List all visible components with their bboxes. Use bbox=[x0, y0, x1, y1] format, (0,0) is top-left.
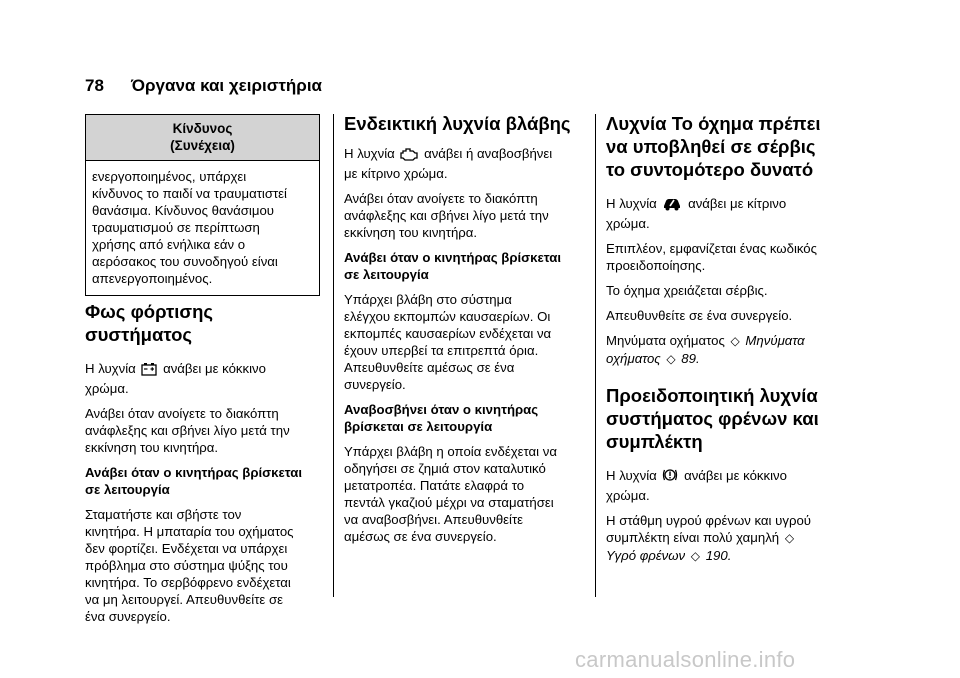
paragraph bbox=[85, 506, 325, 625]
watermark: carmanualsonline.info bbox=[575, 647, 796, 672]
text-line: Αναβοσβήνει όταν ο κινητήρας bbox=[344, 402, 539, 417]
text-line: αμέσως σε ένα συνεργείο. bbox=[344, 529, 497, 544]
text-span: χρώμα. bbox=[606, 216, 650, 231]
paragraph bbox=[344, 145, 589, 182]
section-title-service-soon bbox=[606, 112, 856, 181]
text-span: Η λυχνία bbox=[344, 146, 395, 161]
page-reference[interactable]: 190 bbox=[705, 548, 728, 563]
section-title-brake-warning bbox=[606, 384, 856, 453]
text-span: Η λυχνία bbox=[606, 468, 657, 483]
text-line: μετατροπέα. Πατάτε ελαφρά το bbox=[344, 478, 525, 493]
text-line: Υπάρχει βλάβη στο σύστημα bbox=[344, 292, 512, 307]
paragraph: Μηνύματα οχήματος ◇ Μηνύματα οχήματος ◇ 89. bbox=[606, 333, 805, 366]
cross-reference-link[interactable]: Μηνύματα bbox=[745, 333, 805, 348]
text-line: έχουν υπερβεί τα επιτρεπτά όρια. bbox=[344, 343, 539, 358]
text-line: Ανάβει όταν ανοίγετε το διακόπτη bbox=[85, 406, 279, 421]
text-line: σε λειτουργία bbox=[85, 482, 170, 497]
text-line: χρήσης από ενήλικα εάν ο bbox=[92, 237, 246, 252]
text-line: ανάφλεξης και σβήνει λίγο μετά την bbox=[85, 423, 290, 438]
text-line: Η στάθμη υγρού φρένων και υγρού bbox=[606, 513, 812, 528]
text-line: θανάσιμα. Κίνδυνος θανάσιμου bbox=[92, 203, 275, 218]
section-title-charging-light bbox=[85, 300, 325, 346]
title-line: συμπλέκτη bbox=[606, 431, 703, 452]
column-2-body bbox=[344, 112, 589, 553]
text-line: κίνδυνος το παιδί να τραυματιστεί bbox=[92, 186, 287, 201]
text-line: Ανάβει όταν ο κινητήρας βρίσκεται bbox=[85, 465, 303, 480]
text-line: ένα συνεργείο. bbox=[85, 609, 171, 624]
text-line: ανάφλεξης και σβήνει λίγο μετά την bbox=[344, 208, 549, 223]
battery-icon bbox=[141, 362, 157, 380]
brake-warning-icon bbox=[662, 467, 678, 487]
bold-subheading bbox=[85, 464, 325, 498]
reference-arrow-icon: ◇ bbox=[690, 549, 701, 563]
text-line: Υπάρχει βλάβη η οποία ενδέχεται να bbox=[344, 444, 557, 459]
title-line: Λυχνία Το όχημα πρέπει bbox=[606, 113, 821, 134]
title-line: Προειδοποιητική λυχνία bbox=[606, 385, 818, 406]
paragraph bbox=[606, 240, 856, 274]
text-span: Η λυχνία bbox=[85, 361, 136, 376]
reference-arrow-icon: ◇ bbox=[666, 352, 676, 366]
page-title: Όργανα και χειριστήρια bbox=[131, 76, 322, 95]
text-line: απενεργοποιημένος. bbox=[92, 271, 213, 286]
text-line: δεν φορτίζει. Ενδέχεται να υπάρχει bbox=[85, 541, 288, 556]
text-line: συνεργείο. bbox=[344, 377, 406, 392]
reference-arrow-icon: ◇ bbox=[730, 334, 740, 348]
text-line: συμπλέκτη είναι πολύ χαμηλή bbox=[606, 530, 780, 545]
paragraph bbox=[344, 190, 589, 241]
title-line: το συντομότερο δυνατό bbox=[606, 159, 814, 180]
column-divider-right bbox=[595, 114, 596, 597]
paragraph: Η στάθμη υγρού φρένων και υγρού συμπλέκτη είναι πολύ χαμηλή ◇ Υγρό φρένων ◇ 190. bbox=[606, 513, 812, 563]
text-span: ανάβει με κίτρινο bbox=[688, 196, 787, 211]
paragraph bbox=[606, 467, 856, 504]
text-line: να μη λειτουργεί. Απευθυνθείτε σε bbox=[85, 592, 283, 607]
text-line: σε λειτουργία bbox=[344, 267, 429, 282]
page-reference[interactable]: 89 bbox=[681, 351, 696, 366]
title-line: συστήματος φρένων και bbox=[606, 408, 819, 429]
cross-reference-link[interactable]: οχήματος bbox=[606, 351, 661, 366]
text-span: χρώμα. bbox=[85, 381, 129, 396]
text-span: ανάβει με κόκκινο bbox=[684, 468, 787, 483]
text-line: εκκίνηση του κινητήρα. bbox=[344, 225, 478, 240]
text-line: κινητήρα. Το σερβόφρενο ενδέχεται bbox=[85, 575, 291, 590]
cross-reference-link[interactable]: Υγρό φρένων bbox=[606, 548, 686, 563]
page-header bbox=[85, 76, 322, 96]
title-line: Φως φόρτισης bbox=[85, 301, 214, 322]
paragraph bbox=[606, 195, 856, 232]
text-line: πεντάλ γκαζιού μέχρι να σταματήσει bbox=[344, 495, 554, 510]
text-line: Ανάβει όταν ανοίγετε το διακόπτη bbox=[344, 191, 538, 206]
paragraph: Το όχημα χρειάζεται σέρβις. bbox=[606, 283, 768, 298]
danger-subtitle: (Συνέχεια) bbox=[170, 138, 235, 153]
text-line: προειδοποίησης. bbox=[606, 258, 706, 273]
paragraph bbox=[85, 360, 325, 397]
text-line: εκπομπές καυσαερίων ενδέχεται να bbox=[344, 326, 552, 341]
column-divider-left bbox=[333, 114, 334, 597]
danger-box bbox=[85, 114, 320, 296]
text-span: ανάβει με κόκκινο bbox=[163, 361, 266, 376]
section-title-malfunction-light: Ενδεικτική λυχνία βλάβης bbox=[344, 113, 571, 134]
text-line: κινητήρα. Η μπαταρία του οχήματος bbox=[85, 524, 294, 539]
column-1-body bbox=[85, 300, 325, 633]
text-line: βρίσκεται σε λειτουργία bbox=[344, 419, 493, 434]
paragraph bbox=[344, 291, 589, 393]
title-line: να υποβληθεί σε σέρβις bbox=[606, 136, 816, 157]
text-line: τραυματισμού σε περίπτωση bbox=[92, 220, 260, 235]
page-number: 78 bbox=[85, 76, 104, 95]
text-span: Μηνύματα οχήματος bbox=[606, 333, 725, 348]
text-span: με κίτρινο χρώμα. bbox=[344, 166, 448, 181]
text-span: χρώμα. bbox=[606, 488, 650, 503]
text-line: να αναβοσβήνει. Απευθυνθείτε bbox=[344, 512, 524, 527]
text-line: Ανάβει όταν ο κινητήρας βρίσκεται bbox=[344, 250, 562, 265]
text-line: εκκίνηση του κινητήρα. bbox=[85, 440, 219, 455]
paragraph: Απευθυνθείτε σε ένα συνεργείο. bbox=[606, 308, 793, 323]
reference-arrow-icon: ◇ bbox=[784, 531, 795, 545]
text-line: Σταματήστε και σβήστε τον bbox=[85, 507, 242, 522]
text-line: πρόβλημα στο σύστημα ψύξης του bbox=[85, 558, 288, 573]
text-line: Απευθυνθείτε αμέσως σε ένα bbox=[344, 360, 515, 375]
danger-box-text bbox=[86, 161, 319, 295]
service-car-icon bbox=[662, 197, 682, 215]
paragraph bbox=[85, 405, 325, 456]
text-line: Επιπλέον, εμφανίζεται ένας κωδικός bbox=[606, 241, 817, 256]
bold-subheading bbox=[344, 249, 589, 283]
paragraph bbox=[344, 443, 589, 545]
text-line: ενεργοποιημένος, υπάρχει bbox=[92, 169, 247, 184]
text-span: Η λυχνία bbox=[606, 196, 657, 211]
column-3-body bbox=[606, 112, 856, 573]
danger-title: Κίνδυνος bbox=[172, 121, 233, 136]
text-line: οδηγήσει σε ζημιά στον καταλυτικό bbox=[344, 461, 546, 476]
danger-box-header bbox=[86, 115, 319, 161]
title-line: συστήματος bbox=[85, 324, 192, 345]
text-line: ελέγχου εκπομπών καυσαερίων. Οι bbox=[344, 309, 551, 324]
text-line: αερόσακος του συνοδηγού είναι bbox=[92, 254, 278, 269]
text-span: ανάβει ή αναβοσβήνει bbox=[424, 146, 553, 161]
bold-subheading bbox=[344, 401, 589, 435]
engine-icon bbox=[400, 147, 418, 165]
